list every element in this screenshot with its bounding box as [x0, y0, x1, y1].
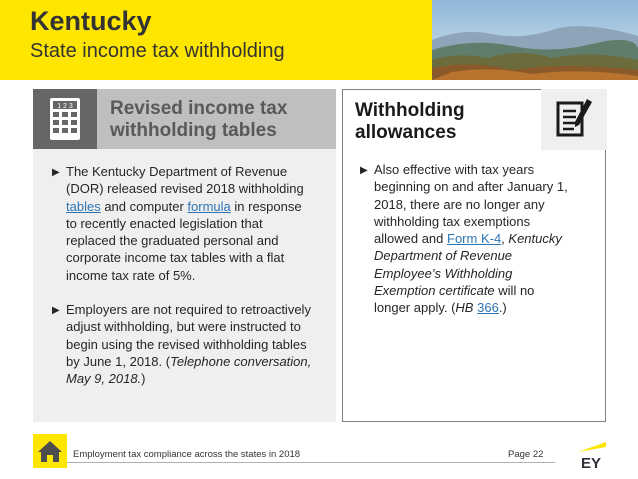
footer-divider: [67, 462, 555, 463]
calculator-icon: [33, 89, 97, 149]
mountain-landscape-image: [432, 0, 638, 80]
tables-link[interactable]: tables: [66, 198, 101, 214]
left-section-title: Revised income tax withholding tables: [110, 98, 288, 141]
home-button[interactable]: [33, 434, 67, 468]
left-bullet-2: ▶ Employers are not required to retroactively adjust withholding, but were instructed to begin using the revised withholding tables by June 1, 2018. (Telephone conversation, May 9, 2018.): [52, 302, 312, 387]
bullet-arrow-icon: ▶: [52, 167, 60, 178]
right-section-title: Withholding allowances: [355, 100, 465, 143]
formula-link[interactable]: formula: [187, 198, 231, 214]
form-with-pencil-icon: [541, 89, 607, 150]
home-icon: [33, 434, 67, 468]
page-number: Page 22: [508, 449, 544, 460]
page-title: Kentucky: [30, 6, 152, 36]
hb-366-link[interactable]: 366: [477, 300, 499, 316]
ey-logo-text: EY: [580, 455, 602, 472]
ey-logo: [574, 438, 608, 472]
bullet-arrow-icon: ▶: [52, 305, 60, 316]
form-k4-link[interactable]: Form K-4: [447, 231, 502, 247]
left-bullet-1: ▶ The Kentucky Department of Revenue (DOR) released revised 2018 withholding tables and computer formula in response to recently enacted legislation that replaced the graduated personal and corporate income tax tables with a flat income tax rate of 5%.: [52, 164, 304, 283]
footer-caption: Employment tax compliance across the states in 2018: [73, 449, 301, 460]
calculator-display-text: 1 2 3: [57, 103, 73, 110]
right-bullet-1: ▶ Also effective with tax years beginning on and after January 1, 2018, there are no longer any withholding tax exemptions allowed and Form K-4, Kentucky Department of Revenue Employee’s Withholding Exemption certificate will no longer apply. (HB 366.): [360, 162, 568, 316]
bullet-arrow-icon: ▶: [360, 165, 368, 176]
page-subtitle: State income tax withholding: [30, 40, 285, 62]
